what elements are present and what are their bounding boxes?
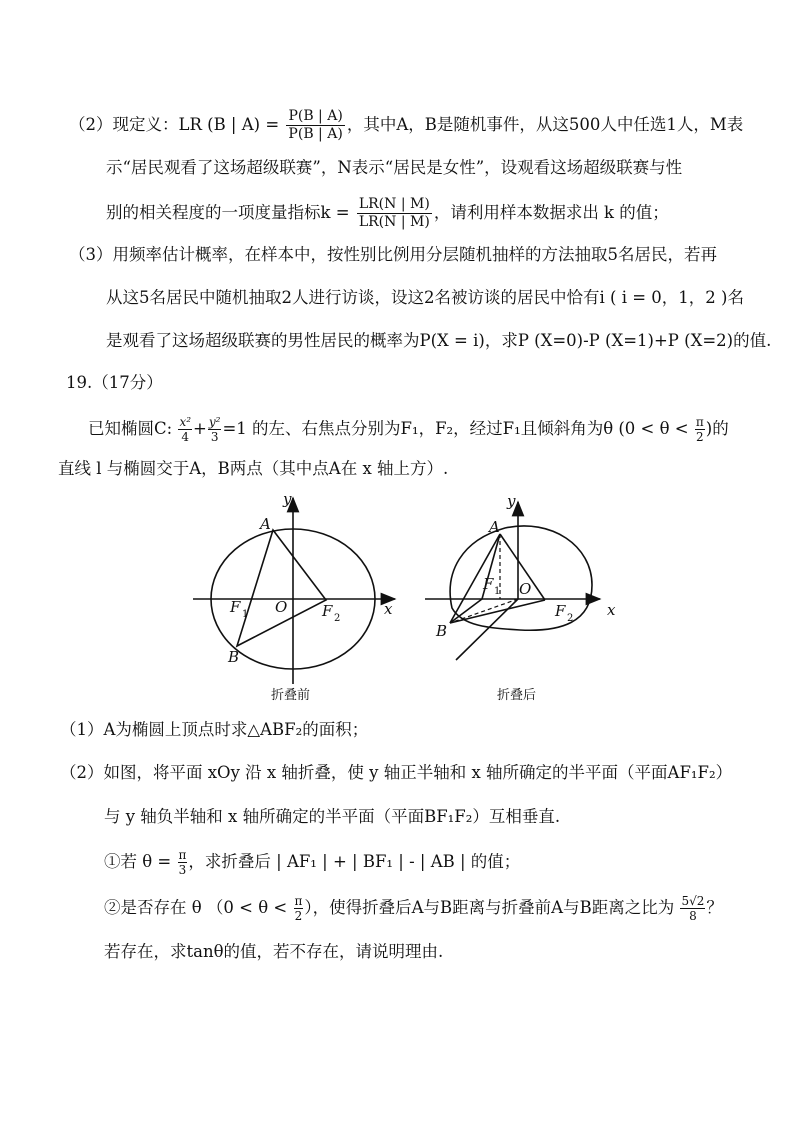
label-O-before: O <box>275 598 288 616</box>
label-F2-before: F <box>322 602 333 620</box>
label-A-after: A <box>489 518 500 536</box>
label-F1-after: F <box>483 575 494 593</box>
q18-p3-line3: 是观看了这场超级联赛的男性居民的概率为P(X = i)，求P (X=0)-P (X=1)+P (X=2)的值. <box>106 331 772 350</box>
q19-stem-line2: 直线 l 与椭圆交于A，B两点（其中点A在 x 轴上方）. <box>58 459 449 478</box>
svg-text:1: 1 <box>242 609 249 620</box>
label-F1-before: F <box>230 598 241 616</box>
q18-p3-line2: 从这5名居民中随机抽取2人进行访谈，设这2名被访谈的居民中恰有i ( i = 0，1，2 )名 <box>106 288 744 307</box>
q19-part2-line2: 与 y 轴负半轴和 x 轴所确定的半平面（平面BF₁F₂）互相垂直. <box>104 807 561 826</box>
ellipse-figures <box>0 480 793 710</box>
label-y-before: y <box>283 490 292 508</box>
q19-stem-line1: 已知椭圆C: $\frac{\text{x²}}{4}$ + $\frac{\text{y²}}{3}$ =1 的左、右焦点分别为F₁，F₂，经过F₁且倾斜角为θ (0 < θ < $\frac{\pi}{2}$ )的 <box>88 415 729 444</box>
q19-sub1: ①若 θ = $\frac{\pi}{3}$ ，求折叠后 | AF₁ | + | BF₁ | - | AB | 的值； <box>104 848 521 877</box>
figure-after-fold <box>425 502 600 660</box>
k-fraction: $\frac{LR(N | M)}{LR(N | \overline{M})}$ <box>358 196 430 230</box>
label-B-before: B <box>228 648 240 666</box>
caption-after: 折叠后 <box>497 688 537 703</box>
lr-fraction: $\frac{P(B | A)}{P(\overline{B} | A)}$ <box>288 108 343 142</box>
q19-part2-line1: （2）如图，将平面 xOy 沿 x 轴折叠，使 y 轴正半轴和 x 轴所确定的半平面（平面AF₁F₂） <box>60 763 733 782</box>
label-F2-after: F <box>555 602 566 620</box>
label-A-before: A <box>260 515 271 533</box>
label-x-after: x <box>607 601 616 619</box>
label-x-before: x <box>384 600 393 618</box>
q18-p3-line1: （3）用频率估计概率，在样本中，按性别比例用分层随机抽样的方法抽取5名居民，若再 <box>69 245 717 264</box>
dashed-O-B <box>450 599 518 623</box>
q19-sub2-line2: 若存在，求tanθ的值，若不存在，请说明理由. <box>104 942 444 961</box>
svg-text:2: 2 <box>334 613 341 624</box>
q19-part1: （1）A为椭圆上顶点时求△ABF₂的面积； <box>60 720 369 739</box>
q18-p2-line2: 示“居民观看了这场超级联赛”，N表示“居民是女性”，设观看这场超级联赛与性 <box>106 158 683 177</box>
triangle-before <box>237 530 326 646</box>
label-O-after: O <box>519 580 532 598</box>
q18-p2-line3: 别的相关程度的一项度量指标k = $\frac{LR(N | M)}{LR(N | \overline{M})}$ ，请利用样本数据求出 k 的值； <box>106 196 669 230</box>
figure-before-fold <box>193 498 395 684</box>
q19-header: 19.（17分） <box>66 373 163 392</box>
q19-sub2-line1: ②是否存在 θ （0 < θ < $\frac{\pi}{2}$ ），使得折叠后A与B距离与折叠前A与B距离之比为 $\frac{5√2}{8}$ ？ <box>104 894 723 923</box>
caption-before: 折叠前 <box>271 688 311 703</box>
label-y-after: y <box>507 492 516 510</box>
svg-text:1: 1 <box>494 586 501 597</box>
svg-text:2: 2 <box>567 613 574 624</box>
label-B-after: B <box>436 622 448 640</box>
q18-p2-line1: （2）现定义：LR (B | A) = $\frac{P(B | A)}{P(\overline{B} | A)}$ ，其中A，B是随机事件，从这500人中任选1人，M表 <box>69 108 744 142</box>
